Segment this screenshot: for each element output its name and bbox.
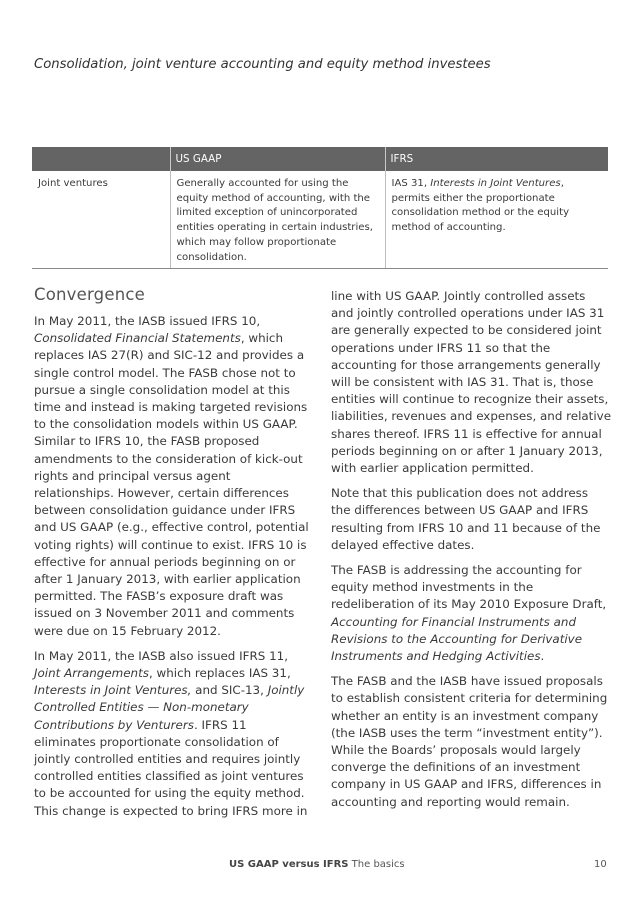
page-title: Consolidation, joint venture accounting and equity method investees xyxy=(34,57,491,72)
paragraph-investment-company: The FASB and the IASB have issued proposals to establish consistent criteria for determining whether an entity is an investment company (the IASB uses the term “investment entity”). While the Boards’ proposals would largely converge the definitions of an investment company in US GAAP and IFRS, differences in accounting and reporting would remain. xyxy=(331,674,608,809)
paragraph-note: Note that this publication does not address the differences between US GAAP and IFRS resulting from IFRS 10 and 11 because of the delayed effective dates. xyxy=(331,486,601,552)
row-label: Joint ventures xyxy=(32,171,170,269)
header-topic xyxy=(32,147,170,171)
paragraph-ifrs10: In May 2011, the IASB issued IFRS 10, Consolidated Financial Statements, which replaces IAS 27(R) and SIC-12 and provides a single control model. The FASB chose not to pursue a single consolidation model at this time and instead is making targeted revisions to the consolidation models within US GAAP. Similar to IFRS 10, the FASB proposed amendments to the consideration of kick-out rights and principal versus agent relationships. However, certain differences between consolidation guidance under IFRS and US GAAP (e.g., effective control, potential voting rights) will continue to exist. IFRS 10 is effective for annual periods beginning on or after 1 January 2013, with earlier application permitted. The FASB’s exposure draft was issued on 3 November 2011 and comments were due on 15 February 2012. xyxy=(34,314,309,638)
comparison-table xyxy=(32,147,608,269)
paragraph-equity-method: The FASB is addressing the accounting for equity method investments in the redeliberation of its May 2010 Exposure Draft, Accounting for Financial Instruments and Revisions to the Accounting for Derivative Instruments and Hedging Activities. xyxy=(331,563,607,664)
paragraph-ifrs11-continued: line with US GAAP. Jointly controlled assets and jointly controlled operations under IAS 31 are generally expected to be considered joint operations under IFRS 11 so that the accounting for those arrangements generally will be consistent with IAS 31. That is, those entities will continue to recognize their assets, liabilities, revenues and expenses, and relative shares thereof. IFRS 11 is effective for annual periods beginning on or after 1 January 2013, with earlier application permitted. xyxy=(331,289,612,476)
right-column xyxy=(331,288,611,819)
left-column xyxy=(34,285,311,828)
table-header-row xyxy=(32,147,608,171)
header-ifrs: IFRS xyxy=(385,147,608,171)
header-us-gaap: US GAAP xyxy=(170,147,385,171)
ifrs-cell: IAS 31, Interests in Joint Ventures, permits either the proportionate consolidation method or the equity method of accounting. xyxy=(385,171,608,269)
page-number: 10 xyxy=(594,859,607,870)
footer-publication: US GAAP versus IFRS The basics xyxy=(229,859,405,870)
paragraph-ifrs11: In May 2011, the IASB also issued IFRS 11, Joint Arrangements, which replaces IAS 31, Interests in Joint Ventures, and SIC-13, Jointly Controlled Entities — Non-monetary Contributions by Venturers. IFRS 11 eliminates proportionate consolidation of jointly controlled entities and requires jointly controlled entities classified as joint ventures to be accounted for using the equity method. This change is expected to bring IFRS more in xyxy=(34,648,308,818)
table-row xyxy=(32,171,608,269)
us-gaap-cell: Generally accounted for using the equity method of accounting, with the limited exception of unincorporated entities operating in certain industries, which may follow proportionate consolidation. xyxy=(170,171,385,269)
convergence-heading: Convergence xyxy=(34,285,145,304)
